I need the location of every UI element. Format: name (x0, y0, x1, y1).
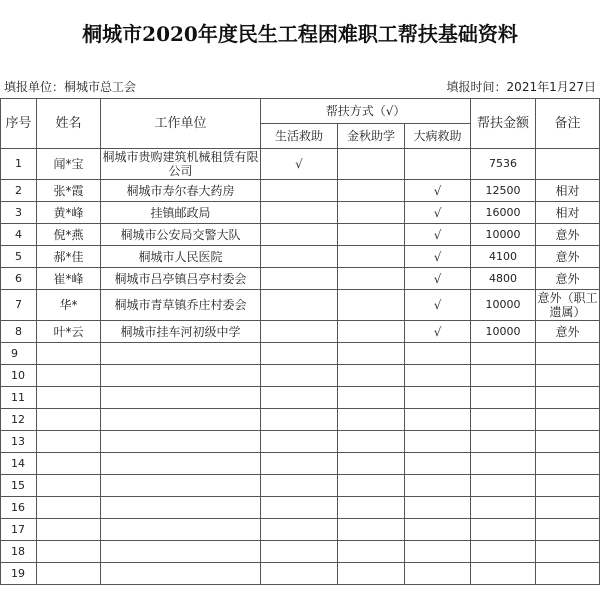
empty-cell (471, 475, 536, 497)
header-work-unit: 工作单位 (101, 99, 261, 149)
empty-cell (261, 409, 338, 431)
empty-cell (405, 387, 471, 409)
empty-cell (536, 497, 600, 519)
table-row (1, 290, 600, 321)
row-name: 张*霞 (37, 180, 101, 202)
empty-cell (261, 387, 338, 409)
row-illness-check: √ (405, 224, 471, 246)
empty-cell (338, 475, 405, 497)
empty-cell (405, 563, 471, 585)
empty-cell (405, 409, 471, 431)
row-illness-check: √ (405, 202, 471, 224)
row-remark: 相对 (536, 180, 600, 202)
row-seq: 16 (1, 497, 37, 519)
row-name: 郝*佳 (37, 246, 101, 268)
empty-cell (405, 541, 471, 563)
table-row-empty (1, 519, 600, 541)
row-amount: 7536 (471, 149, 536, 180)
empty-cell (37, 365, 101, 387)
header-seq: 序号 (1, 99, 37, 149)
row-name: 闻*宝 (37, 149, 101, 180)
empty-cell (405, 453, 471, 475)
empty-cell (101, 541, 261, 563)
empty-cell (471, 431, 536, 453)
header-living-aid: 生活救助 (261, 124, 338, 149)
empty-cell (261, 365, 338, 387)
row-seq: 5 (1, 246, 37, 268)
empty-cell (101, 497, 261, 519)
empty-cell (101, 343, 261, 365)
row-amount: 4800 (471, 268, 536, 290)
empty-cell (37, 541, 101, 563)
empty-cell (37, 387, 101, 409)
empty-cell (261, 431, 338, 453)
table-row-empty (1, 409, 600, 431)
empty-cell (261, 475, 338, 497)
empty-cell (101, 431, 261, 453)
table-row (1, 202, 600, 224)
empty-cell (405, 431, 471, 453)
row-seq: 17 (1, 519, 37, 541)
table-row (1, 224, 600, 246)
empty-cell (471, 409, 536, 431)
row-living-check (261, 246, 338, 268)
empty-cell (338, 453, 405, 475)
row-amount: 10000 (471, 290, 536, 321)
empty-cell (471, 387, 536, 409)
empty-cell (338, 519, 405, 541)
empty-cell (536, 519, 600, 541)
document-title: 桐城市2020年度民生工程困难职工帮扶基础资料 (82, 22, 518, 46)
empty-cell (338, 563, 405, 585)
empty-cell (37, 431, 101, 453)
empty-cell (536, 409, 600, 431)
table-row (1, 149, 600, 180)
row-seq: 12 (1, 409, 37, 431)
row-remark: 相对 (536, 202, 600, 224)
header-education-aid: 金秋助学 (338, 124, 405, 149)
row-living-check: √ (261, 149, 338, 180)
row-living-check (261, 268, 338, 290)
row-amount: 10000 (471, 321, 536, 343)
aid-table (0, 98, 600, 585)
empty-cell (338, 541, 405, 563)
empty-cell (405, 475, 471, 497)
row-remark: 意外 (536, 246, 600, 268)
table-row-empty (1, 387, 600, 409)
row-remark: 意外 (536, 224, 600, 246)
row-seq: 3 (1, 202, 37, 224)
row-illness-check (405, 149, 471, 180)
row-remark (536, 149, 600, 180)
row-living-check (261, 202, 338, 224)
empty-cell (405, 497, 471, 519)
row-work-unit: 桐城市人民医院 (101, 246, 261, 268)
table-row-empty (1, 431, 600, 453)
row-illness-check: √ (405, 268, 471, 290)
empty-cell (37, 343, 101, 365)
empty-cell (536, 365, 600, 387)
empty-cell (338, 431, 405, 453)
row-illness-check: √ (405, 321, 471, 343)
empty-cell (37, 475, 101, 497)
row-living-check (261, 180, 338, 202)
row-work-unit: 桐城市挂车河初级中学 (101, 321, 261, 343)
empty-cell (37, 519, 101, 541)
fill-unit-label: 填报单位：桐城市总工会 (4, 80, 137, 94)
header-illness-aid: 大病救助 (405, 124, 471, 149)
row-seq: 7 (1, 290, 37, 321)
header-name: 姓名 (37, 99, 101, 149)
row-seq: 11 (1, 387, 37, 409)
empty-cell (37, 497, 101, 519)
table-row (1, 246, 600, 268)
row-illness-check: √ (405, 180, 471, 202)
row-education-check (338, 202, 405, 224)
empty-cell (261, 519, 338, 541)
table-row-empty (1, 343, 600, 365)
row-name: 崔*峰 (37, 268, 101, 290)
empty-cell (471, 453, 536, 475)
row-seq: 8 (1, 321, 37, 343)
header-amount: 帮扶金额 (471, 99, 536, 149)
empty-cell (101, 409, 261, 431)
row-seq: 13 (1, 431, 37, 453)
empty-cell (261, 497, 338, 519)
row-education-check (338, 180, 405, 202)
empty-cell (261, 541, 338, 563)
row-living-check (261, 321, 338, 343)
table-row-empty (1, 563, 600, 585)
row-name: 叶*云 (37, 321, 101, 343)
row-amount: 4100 (471, 246, 536, 268)
header-aid-type: 帮扶方式（√） (261, 99, 471, 124)
row-education-check (338, 246, 405, 268)
row-amount: 12500 (471, 180, 536, 202)
row-seq: 19 (1, 563, 37, 585)
row-education-check (338, 290, 405, 321)
empty-cell (471, 541, 536, 563)
row-living-check (261, 290, 338, 321)
empty-cell (536, 387, 600, 409)
empty-cell (101, 519, 261, 541)
row-education-check (338, 321, 405, 343)
row-seq: 6 (1, 268, 37, 290)
row-seq: 9 (1, 343, 37, 365)
empty-cell (536, 431, 600, 453)
empty-cell (405, 519, 471, 541)
row-name: 倪*燕 (37, 224, 101, 246)
row-education-check (338, 149, 405, 180)
table-row-empty (1, 541, 600, 563)
row-seq: 10 (1, 365, 37, 387)
empty-cell (101, 387, 261, 409)
empty-cell (338, 497, 405, 519)
empty-cell (261, 343, 338, 365)
row-work-unit: 挂镇邮政局 (101, 202, 261, 224)
row-seq: 2 (1, 180, 37, 202)
empty-cell (471, 497, 536, 519)
row-amount: 16000 (471, 202, 536, 224)
row-work-unit: 桐城市贵购建筑机械租赁有限公司 (102, 150, 259, 178)
fill-date-label: 填报时间：2021年1月27日 (446, 80, 596, 94)
row-living-check (261, 224, 338, 246)
empty-cell (261, 453, 338, 475)
row-illness-check: √ (405, 290, 471, 321)
empty-cell (37, 409, 101, 431)
empty-cell (536, 563, 600, 585)
row-seq: 14 (1, 453, 37, 475)
row-work-unit: 桐城市吕亭镇吕亭村委会 (101, 268, 261, 290)
row-seq: 15 (1, 475, 37, 497)
info-line (0, 76, 600, 98)
empty-cell (536, 475, 600, 497)
row-education-check (338, 224, 405, 246)
row-illness-check: √ (405, 246, 471, 268)
empty-cell (101, 365, 261, 387)
table-row-empty (1, 453, 600, 475)
row-work-unit: 桐城市寿尔春大药房 (101, 180, 261, 202)
table-body (1, 99, 600, 585)
empty-cell (338, 387, 405, 409)
table-row (1, 268, 600, 290)
empty-cell (536, 343, 600, 365)
header-remark: 备注 (536, 99, 600, 149)
table-row-empty (1, 475, 600, 497)
empty-cell (37, 563, 101, 585)
row-remark: 意外 (536, 268, 600, 290)
row-name: 华* (37, 290, 101, 321)
empty-cell (338, 365, 405, 387)
row-seq: 4 (1, 224, 37, 246)
empty-cell (338, 343, 405, 365)
empty-cell (405, 365, 471, 387)
table-row-empty (1, 497, 600, 519)
empty-cell (536, 541, 600, 563)
empty-cell (37, 453, 101, 475)
row-name: 黄*峰 (37, 202, 101, 224)
row-work-unit: 桐城市青草镇乔庄村委会 (101, 290, 261, 321)
empty-cell (536, 453, 600, 475)
empty-cell (261, 563, 338, 585)
empty-cell (405, 343, 471, 365)
row-seq: 18 (1, 541, 37, 563)
row-seq: 1 (1, 149, 37, 180)
table-row (1, 321, 600, 343)
row-work-unit: 桐城市公安局交警大队 (101, 224, 261, 246)
empty-cell (101, 563, 261, 585)
empty-cell (338, 409, 405, 431)
table-row-empty (1, 365, 600, 387)
header-row-1 (1, 99, 600, 124)
empty-cell (101, 475, 261, 497)
table-row (1, 180, 600, 202)
empty-cell (471, 343, 536, 365)
empty-cell (471, 563, 536, 585)
row-remark: 意外 (536, 321, 600, 343)
empty-cell (471, 519, 536, 541)
empty-cell (101, 453, 261, 475)
row-education-check (338, 268, 405, 290)
row-remark: 意外（职工遗属） (537, 291, 598, 319)
empty-cell (471, 365, 536, 387)
row-amount: 10000 (471, 224, 536, 246)
